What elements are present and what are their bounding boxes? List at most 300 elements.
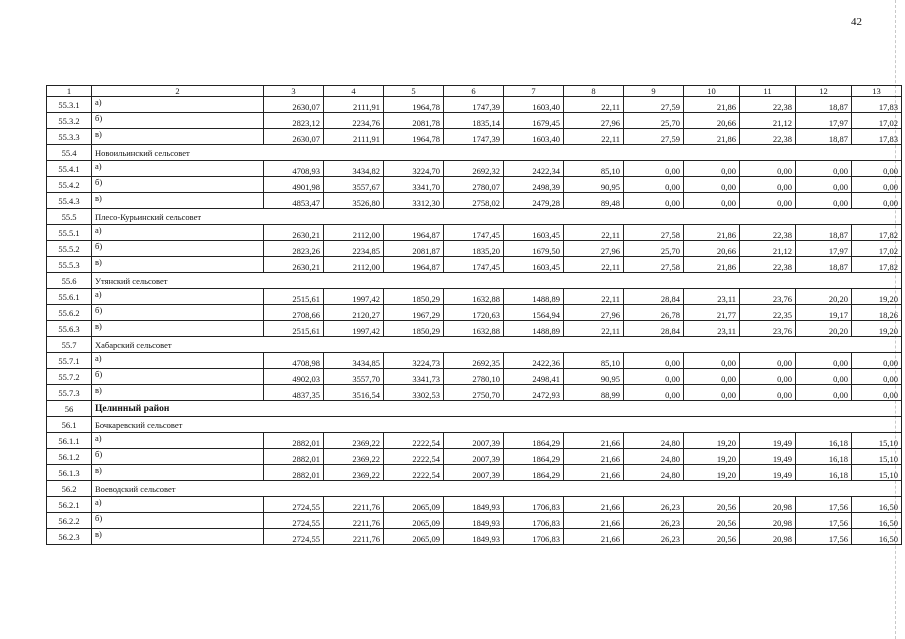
row-variant: в): [92, 321, 264, 337]
value-cell: 2211,76: [324, 513, 384, 529]
row-variant: в): [92, 257, 264, 273]
value-cell: 20,20: [796, 289, 852, 305]
value-cell: 2692,35: [444, 353, 504, 369]
value-cell: 16,18: [796, 449, 852, 465]
column-number-cell: 11: [740, 86, 796, 97]
value-cell: 2780,10: [444, 369, 504, 385]
value-cell: 0,00: [852, 161, 902, 177]
value-cell: 21,66: [564, 465, 624, 481]
value-cell: 2081,78: [384, 113, 444, 129]
value-cell: 18,87: [796, 225, 852, 241]
value-cell: 22,38: [740, 97, 796, 113]
value-cell: 19,49: [740, 433, 796, 449]
value-cell: 2498,39: [504, 177, 564, 193]
value-cell: 23,11: [684, 321, 740, 337]
column-number-cell: 10: [684, 86, 740, 97]
value-cell: 1864,29: [504, 433, 564, 449]
value-cell: 28,84: [624, 289, 684, 305]
value-cell: 1488,89: [504, 289, 564, 305]
row-code: 55.3.1: [47, 97, 92, 113]
value-cell: 18,87: [796, 257, 852, 273]
value-cell: 0,00: [796, 161, 852, 177]
value-cell: 2515,61: [264, 289, 324, 305]
value-cell: 1747,45: [444, 225, 504, 241]
value-cell: 2724,55: [264, 529, 324, 545]
column-number-cell: 9: [624, 86, 684, 97]
value-cell: 26,23: [624, 497, 684, 513]
value-cell: 3434,85: [324, 353, 384, 369]
value-cell: 16,50: [852, 497, 902, 513]
value-cell: 2758,02: [444, 193, 504, 209]
column-number-cell: 13: [852, 86, 902, 97]
table-row: [47, 129, 902, 145]
value-cell: 18,87: [796, 97, 852, 113]
header-row: [47, 86, 902, 97]
value-cell: 27,96: [564, 113, 624, 129]
value-cell: 17,56: [796, 513, 852, 529]
value-cell: 1964,78: [384, 97, 444, 113]
row-variant: в): [92, 529, 264, 545]
value-cell: 1706,83: [504, 529, 564, 545]
section-code: 56.1: [47, 417, 92, 433]
table-body: [47, 86, 902, 545]
value-cell: 3526,80: [324, 193, 384, 209]
table-row: [47, 113, 902, 129]
value-cell: 2369,22: [324, 449, 384, 465]
value-cell: 20,56: [684, 529, 740, 545]
value-cell: 0,00: [684, 177, 740, 193]
value-cell: 2222,54: [384, 449, 444, 465]
value-cell: 16,50: [852, 513, 902, 529]
value-cell: 24,80: [624, 433, 684, 449]
section-title: Плесо-Курьинский сельсовет: [92, 209, 902, 225]
value-cell: 20,56: [684, 513, 740, 529]
value-cell: 0,00: [684, 353, 740, 369]
value-cell: 19,49: [740, 449, 796, 465]
value-cell: 2724,55: [264, 513, 324, 529]
value-cell: 3224,73: [384, 353, 444, 369]
table-row: [47, 241, 902, 257]
column-number-cell: 5: [384, 86, 444, 97]
value-cell: 2823,12: [264, 113, 324, 129]
value-cell: 0,00: [684, 369, 740, 385]
value-cell: 16,18: [796, 433, 852, 449]
value-cell: 1997,42: [324, 321, 384, 337]
value-cell: 20,66: [684, 241, 740, 257]
value-cell: 1964,87: [384, 225, 444, 241]
row-code: 55.6.3: [47, 321, 92, 337]
value-cell: 17,97: [796, 113, 852, 129]
value-cell: 1632,88: [444, 289, 504, 305]
value-cell: 22,35: [740, 305, 796, 321]
page-number: 42: [851, 16, 862, 28]
value-cell: 2515,61: [264, 321, 324, 337]
value-cell: 15,10: [852, 433, 902, 449]
value-cell: 2630,21: [264, 257, 324, 273]
value-cell: 17,83: [852, 129, 902, 145]
value-cell: 2111,91: [324, 97, 384, 113]
value-cell: 2065,09: [384, 529, 444, 545]
value-cell: 22,11: [564, 289, 624, 305]
value-cell: 1849,93: [444, 497, 504, 513]
value-cell: 3516,54: [324, 385, 384, 401]
value-cell: 0,00: [684, 161, 740, 177]
value-cell: 22,38: [740, 257, 796, 273]
value-cell: 22,38: [740, 129, 796, 145]
table-row: [47, 225, 902, 241]
value-cell: 1997,42: [324, 289, 384, 305]
value-cell: 0,00: [624, 385, 684, 401]
value-cell: 19,17: [796, 305, 852, 321]
value-cell: 0,00: [740, 385, 796, 401]
value-cell: 2724,55: [264, 497, 324, 513]
value-cell: 20,66: [684, 113, 740, 129]
value-cell: 2120,27: [324, 305, 384, 321]
value-cell: 17,02: [852, 241, 902, 257]
section-row: [47, 145, 902, 161]
value-cell: 4901,98: [264, 177, 324, 193]
table-row: [47, 305, 902, 321]
section-code: 56.2: [47, 481, 92, 497]
section-title: Бочкаревский сельсовет: [92, 417, 902, 433]
value-cell: 90,95: [564, 369, 624, 385]
value-cell: 0,00: [740, 353, 796, 369]
value-cell: 17,83: [852, 97, 902, 113]
row-code: 56.2.1: [47, 497, 92, 513]
value-cell: 22,11: [564, 97, 624, 113]
value-cell: 1850,29: [384, 321, 444, 337]
value-cell: 24,80: [624, 465, 684, 481]
section-code: 55.4: [47, 145, 92, 161]
value-cell: 1488,89: [504, 321, 564, 337]
value-cell: 0,00: [852, 385, 902, 401]
value-cell: 21,12: [740, 241, 796, 257]
value-cell: 2369,22: [324, 465, 384, 481]
value-cell: 28,84: [624, 321, 684, 337]
value-cell: 1849,93: [444, 529, 504, 545]
value-cell: 3302,53: [384, 385, 444, 401]
value-cell: 0,00: [624, 353, 684, 369]
value-cell: 17,82: [852, 225, 902, 241]
value-cell: 0,00: [852, 177, 902, 193]
value-cell: 1706,83: [504, 497, 564, 513]
column-number-cell: 2: [92, 86, 264, 97]
row-variant: а): [92, 353, 264, 369]
value-cell: 27,96: [564, 241, 624, 257]
value-cell: 21,66: [564, 497, 624, 513]
value-cell: 1850,29: [384, 289, 444, 305]
value-cell: 0,00: [624, 161, 684, 177]
value-cell: 27,58: [624, 225, 684, 241]
value-cell: 1849,93: [444, 513, 504, 529]
value-cell: 21,86: [684, 225, 740, 241]
value-cell: 21,86: [684, 97, 740, 113]
value-cell: 2780,07: [444, 177, 504, 193]
table-row: [47, 529, 902, 545]
table-row: [47, 433, 902, 449]
value-cell: 1603,45: [504, 225, 564, 241]
row-code: 55.6.2: [47, 305, 92, 321]
row-code: 55.6.1: [47, 289, 92, 305]
section-title: Целинный район: [92, 401, 902, 417]
value-cell: 2112,00: [324, 257, 384, 273]
table-row: [47, 177, 902, 193]
row-code: 55.5.1: [47, 225, 92, 241]
value-cell: 23,76: [740, 289, 796, 305]
value-cell: 0,00: [624, 369, 684, 385]
value-cell: 4708,98: [264, 353, 324, 369]
row-variant: в): [92, 193, 264, 209]
value-cell: 21,77: [684, 305, 740, 321]
table-row: [47, 321, 902, 337]
value-cell: 2234,85: [324, 241, 384, 257]
value-cell: 27,58: [624, 257, 684, 273]
value-cell: 0,00: [796, 177, 852, 193]
value-cell: 21,66: [564, 449, 624, 465]
row-code: 55.5.3: [47, 257, 92, 273]
table-row: [47, 465, 902, 481]
row-code: 55.3.3: [47, 129, 92, 145]
row-variant: в): [92, 385, 264, 401]
value-cell: 26,78: [624, 305, 684, 321]
row-variant: б): [92, 369, 264, 385]
section-row: [47, 481, 902, 497]
value-cell: 2882,01: [264, 433, 324, 449]
row-variant: а): [92, 433, 264, 449]
value-cell: 15,10: [852, 465, 902, 481]
value-cell: 2479,28: [504, 193, 564, 209]
value-cell: 17,56: [796, 529, 852, 545]
value-cell: 2422,36: [504, 353, 564, 369]
value-cell: 16,18: [796, 465, 852, 481]
value-cell: 1835,14: [444, 113, 504, 129]
value-cell: 2369,22: [324, 433, 384, 449]
value-cell: 1964,78: [384, 129, 444, 145]
value-cell: 2692,32: [444, 161, 504, 177]
column-number-cell: 12: [796, 86, 852, 97]
column-number-cell: 6: [444, 86, 504, 97]
value-cell: 88,99: [564, 385, 624, 401]
value-cell: 3224,70: [384, 161, 444, 177]
value-cell: 1679,45: [504, 113, 564, 129]
value-cell: 4853,47: [264, 193, 324, 209]
section-row: [47, 273, 902, 289]
column-number-cell: 3: [264, 86, 324, 97]
table-row: [47, 193, 902, 209]
row-code: 56.1.1: [47, 433, 92, 449]
value-cell: 2708,66: [264, 305, 324, 321]
value-cell: 1747,39: [444, 97, 504, 113]
value-cell: 27,59: [624, 129, 684, 145]
value-cell: 22,11: [564, 225, 624, 241]
value-cell: 2422,34: [504, 161, 564, 177]
value-cell: 3557,67: [324, 177, 384, 193]
row-variant: б): [92, 113, 264, 129]
value-cell: 0,00: [624, 177, 684, 193]
value-cell: 2081,87: [384, 241, 444, 257]
value-cell: 1603,40: [504, 97, 564, 113]
value-cell: 0,00: [740, 161, 796, 177]
section-row: [47, 337, 902, 353]
value-cell: 1835,20: [444, 241, 504, 257]
row-variant: а): [92, 289, 264, 305]
value-cell: 21,86: [684, 257, 740, 273]
value-cell: 25,70: [624, 113, 684, 129]
value-cell: 3341,70: [384, 177, 444, 193]
row-code: 55.4.1: [47, 161, 92, 177]
value-cell: 0,00: [740, 369, 796, 385]
value-cell: 2498,41: [504, 369, 564, 385]
value-cell: 19,20: [852, 289, 902, 305]
section-title: Воеводский сельсовет: [92, 481, 902, 497]
value-cell: 22,38: [740, 225, 796, 241]
value-cell: 0,00: [740, 177, 796, 193]
table-row: [47, 513, 902, 529]
row-code: 55.7.1: [47, 353, 92, 369]
table-row: [47, 369, 902, 385]
value-cell: 27,96: [564, 305, 624, 321]
value-cell: 2630,07: [264, 97, 324, 113]
row-variant: а): [92, 97, 264, 113]
value-cell: 19,20: [684, 465, 740, 481]
value-cell: 19,20: [684, 433, 740, 449]
row-code: 56.1.3: [47, 465, 92, 481]
value-cell: 2630,21: [264, 225, 324, 241]
row-code: 55.7.2: [47, 369, 92, 385]
table-row: [47, 385, 902, 401]
section-code: 56: [47, 401, 92, 417]
value-cell: 3341,73: [384, 369, 444, 385]
value-cell: 0,00: [684, 385, 740, 401]
section-title: Новоильинский сельсовет: [92, 145, 902, 161]
value-cell: 0,00: [796, 369, 852, 385]
table-row: [47, 97, 902, 113]
value-cell: 2234,76: [324, 113, 384, 129]
row-code: 55.4.3: [47, 193, 92, 209]
section-row: [47, 209, 902, 225]
value-cell: 0,00: [852, 369, 902, 385]
value-cell: 2750,70: [444, 385, 504, 401]
row-code: 55.7.3: [47, 385, 92, 401]
value-cell: 2222,54: [384, 433, 444, 449]
value-cell: 20,20: [796, 321, 852, 337]
value-cell: 85,10: [564, 353, 624, 369]
value-cell: 2007,39: [444, 465, 504, 481]
row-variant: в): [92, 129, 264, 145]
value-cell: 2007,39: [444, 433, 504, 449]
value-cell: 85,10: [564, 161, 624, 177]
value-cell: 2007,39: [444, 449, 504, 465]
value-cell: 22,11: [564, 129, 624, 145]
value-cell: 26,23: [624, 513, 684, 529]
section-code: 55.6: [47, 273, 92, 289]
value-cell: 21,66: [564, 433, 624, 449]
value-cell: 0,00: [796, 193, 852, 209]
column-number-cell: 8: [564, 86, 624, 97]
value-cell: 21,66: [564, 513, 624, 529]
section-code: 55.5: [47, 209, 92, 225]
row-code: 56.1.2: [47, 449, 92, 465]
column-number-cell: 4: [324, 86, 384, 97]
value-cell: 1632,88: [444, 321, 504, 337]
row-variant: б): [92, 241, 264, 257]
value-cell: 1864,29: [504, 465, 564, 481]
value-cell: 26,23: [624, 529, 684, 545]
column-number-cell: 1: [47, 86, 92, 97]
value-cell: 1964,87: [384, 257, 444, 273]
row-variant: б): [92, 305, 264, 321]
table-row: [47, 161, 902, 177]
value-cell: 2823,26: [264, 241, 324, 257]
value-cell: 2882,01: [264, 449, 324, 465]
value-cell: 89,48: [564, 193, 624, 209]
section-row: [47, 417, 902, 433]
value-cell: 1706,83: [504, 513, 564, 529]
row-code: 56.2.2: [47, 513, 92, 529]
value-cell: 2882,01: [264, 465, 324, 481]
section-title: Утянский сельсовет: [92, 273, 902, 289]
value-cell: 2222,54: [384, 465, 444, 481]
value-cell: 3434,82: [324, 161, 384, 177]
row-code: 55.4.2: [47, 177, 92, 193]
section-title: Хабарский сельсовет: [92, 337, 902, 353]
row-code: 55.5.2: [47, 241, 92, 257]
value-cell: 3312,30: [384, 193, 444, 209]
value-cell: 4902,03: [264, 369, 324, 385]
value-cell: 0,00: [852, 193, 902, 209]
value-cell: 21,12: [740, 113, 796, 129]
table-row: [47, 257, 902, 273]
tariff-table: [46, 85, 902, 545]
value-cell: 3557,70: [324, 369, 384, 385]
value-cell: 19,49: [740, 465, 796, 481]
table-row: [47, 289, 902, 305]
value-cell: 23,76: [740, 321, 796, 337]
value-cell: 17,02: [852, 113, 902, 129]
row-variant: а): [92, 161, 264, 177]
value-cell: 1720,63: [444, 305, 504, 321]
row-variant: а): [92, 225, 264, 241]
value-cell: 1747,39: [444, 129, 504, 145]
value-cell: 22,11: [564, 257, 624, 273]
value-cell: 20,98: [740, 497, 796, 513]
value-cell: 25,70: [624, 241, 684, 257]
value-cell: 2065,09: [384, 497, 444, 513]
table-row: [47, 497, 902, 513]
row-variant: б): [92, 513, 264, 529]
value-cell: 1603,40: [504, 129, 564, 145]
value-cell: 1603,45: [504, 257, 564, 273]
value-cell: 2111,91: [324, 129, 384, 145]
value-cell: 21,66: [564, 529, 624, 545]
value-cell: 0,00: [624, 193, 684, 209]
value-cell: 0,00: [796, 385, 852, 401]
value-cell: 16,50: [852, 529, 902, 545]
value-cell: 0,00: [852, 353, 902, 369]
row-variant: в): [92, 465, 264, 481]
value-cell: 17,56: [796, 497, 852, 513]
value-cell: 0,00: [740, 193, 796, 209]
value-cell: 1864,29: [504, 449, 564, 465]
row-code: 56.2.3: [47, 529, 92, 545]
value-cell: 19,20: [852, 321, 902, 337]
value-cell: 1747,45: [444, 257, 504, 273]
value-cell: 19,20: [684, 449, 740, 465]
value-cell: 15,10: [852, 449, 902, 465]
column-number-cell: 7: [504, 86, 564, 97]
value-cell: 24,80: [624, 449, 684, 465]
value-cell: 2065,09: [384, 513, 444, 529]
